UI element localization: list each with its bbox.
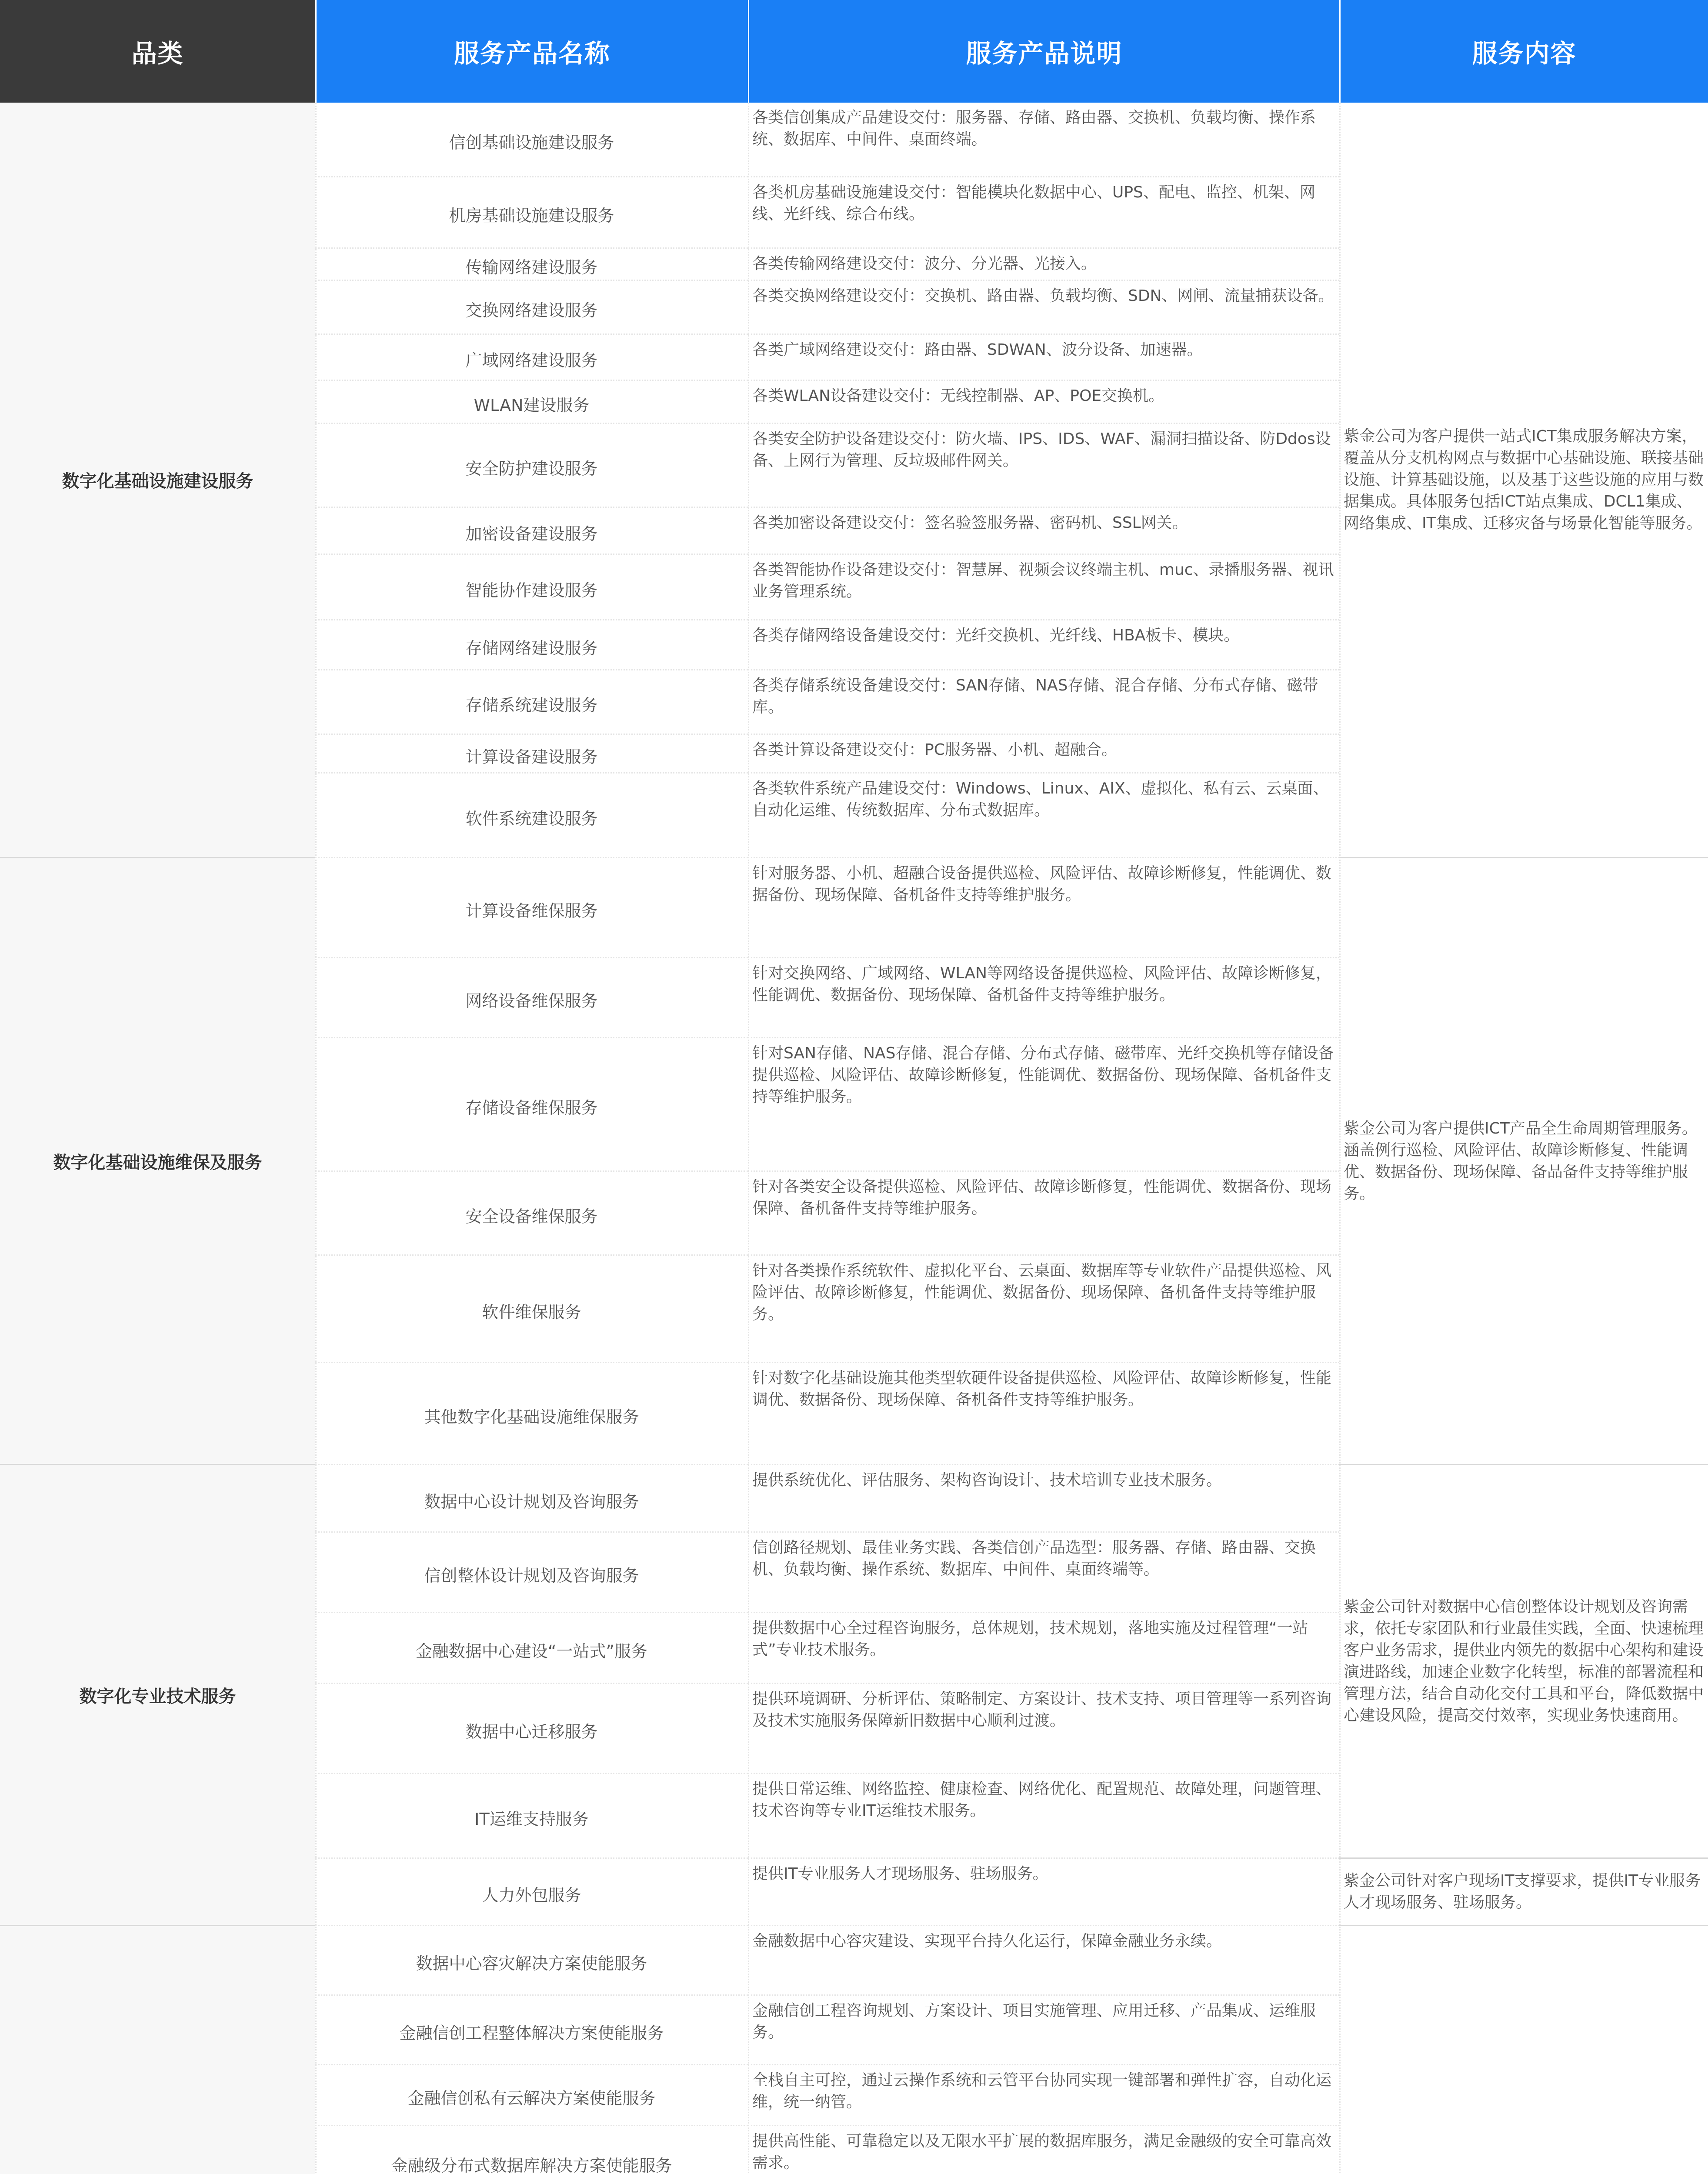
service-content-cell: 紫金公司针对客户现场IT支撑要求，提供IT专业服务人才现场服务、驻场服务。 (1339, 1859, 1708, 1926)
service-name-cell: 金融信创私有云解决方案使能服务 (315, 2065, 748, 2126)
service-description-cell: 各类WLAN设备建设交付：无线控制器、AP、POE交换机。 (748, 381, 1339, 424)
service-description-cell: 金融数据中心容灾建设、实现平台持久化运行，保障金融业务永续。 (748, 1926, 1339, 1996)
service-content-cell (1339, 1926, 1708, 2174)
service-name-cell: 金融信创工程整体解决方案使能服务 (315, 1996, 748, 2065)
service-name-cell: 存储设备维保服务 (315, 1038, 748, 1172)
service-description-cell: 针对数字化基础设施其他类型软硬件设备提供巡检、风险评估、故障诊断修复，性能调优、数据备份、现场保障、备机备件支持等维护服务。 (748, 1363, 1339, 1465)
service-name-cell: 信创整体设计规划及咨询服务 (315, 1533, 748, 1613)
service-description-cell: 各类广域网络建设交付：路由器、SDWAN、波分设备、加速器。 (748, 335, 1339, 381)
service-description-cell: 各类加密设备建设交付：签名验签服务器、密码机、SSL网关。 (748, 508, 1339, 555)
service-name-cell: 其他数字化基础设施维保服务 (315, 1363, 748, 1465)
service-name-cell: 数据中心迁移服务 (315, 1684, 748, 1774)
service-description-cell: 针对SAN存储、NAS存储、混合存储、分布式存储、磁带库、光纤交换机等存储设备提供巡检、风险评估、故障诊断修复，性能调优、数据备份、现场保障、备机备件支持等维护服务。 (748, 1038, 1339, 1172)
service-name-cell: 存储系统建设服务 (315, 670, 748, 735)
service-description-cell: 针对交换网络、广域网络、WLAN等网络设备提供巡检、风险评估、故障诊断修复，性能调优、数据备份、现场保障、备机备件支持等维护服务。 (748, 958, 1339, 1038)
service-description-cell: 各类机房基础设施建设交付：智能模块化数据中心、UPS、配电、监控、机架、网线、光纤线、综合布线。 (748, 177, 1339, 249)
service-description-cell: 各类存储系统设备建设交付：SAN存储、NAS存储、混合存储、分布式存储、磁带库。 (748, 670, 1339, 735)
header-service-content: 服务内容 (1339, 0, 1708, 103)
service-name-cell: 金融级分布式数据库解决方案使能服务 (315, 2126, 748, 2174)
service-name-cell: 数据中心容灾解决方案使能服务 (315, 1926, 748, 1996)
service-name-cell: 加密设备建设服务 (315, 508, 748, 555)
category-cell: 数字化基础设施维保及服务 (0, 858, 315, 1465)
service-description-cell: 各类计算设备建设交付：PC服务器、小机、超融合。 (748, 735, 1339, 774)
service-name-cell: WLAN建设服务 (315, 381, 748, 424)
service-name-cell: 金融数据中心建设“一站式”服务 (315, 1613, 748, 1684)
header-category: 品类 (0, 0, 315, 103)
service-name-cell: 人力外包服务 (315, 1859, 748, 1926)
service-description-cell: 全栈自主可控，通过云操作系统和云管平台协同实现一键部署和弹性扩容，自动化运维，统一纳管。 (748, 2065, 1339, 2126)
service-name-cell: 计算设备建设服务 (315, 735, 748, 774)
service-name-cell: 网络设备维保服务 (315, 958, 748, 1038)
service-content-cell: 紫金公司为客户提供ICT产品全生命周期管理服务。涵盖例行巡检、风险评估、故障诊断修复、性能调优、数据备份、现场保障、备品备件支持等维护服务。 (1339, 858, 1708, 1465)
service-content-cell: 紫金公司针对数据中心信创整体设计规划及咨询需求，依托专家团队和行业最佳实践，全面、快速梳理客户业务需求，提供业内领先的数据中心架构和建设演进路线，加速企业数字化转型，标准的部署流程和管理方法，结合自动化交付工具和平台，降低数据中心建设风险，提高交付效率，实现业务快速商用。 (1339, 1465, 1708, 1859)
service-description-cell: 各类安全防护设备建设交付：防火墙、IPS、IDS、WAF、漏洞扫描设备、防Ddos设备、上网行为管理、反垃圾邮件网关。 (748, 424, 1339, 508)
service-description-cell: 提供高性能、可靠稳定以及无限水平扩展的数据库服务，满足金融级的安全可靠高效需求。 (748, 2126, 1339, 2174)
service-name-cell: 智能协作建设服务 (315, 555, 748, 620)
service-name-cell: 交换网络建设服务 (315, 281, 748, 335)
service-description-cell: 各类存储网络设备建设交付：光纤交换机、光纤线、HBA板卡、模块。 (748, 620, 1339, 670)
service-description-cell: 提供系统优化、评估服务、架构咨询设计、技术培训专业技术服务。 (748, 1465, 1339, 1533)
service-description-cell: 针对服务器、小机、超融合设备提供巡检、风险评估、故障诊断修复，性能调优、数据备份、现场保障、备机备件支持等维护服务。 (748, 858, 1339, 958)
service-description-cell: 各类信创集成产品建设交付：服务器、存储、路由器、交换机、负载均衡、操作系统、数据库、中间件、桌面终端。 (748, 103, 1339, 177)
service-description-cell: 各类交换网络建设交付：交换机、路由器、负载均衡、SDN、网闸、流量捕获设备。 (748, 281, 1339, 335)
service-description-cell: 提供数据中心全过程咨询服务，总体规划，技术规划，落地实施及过程管理“一站式”专业技术服务。 (748, 1613, 1339, 1684)
category-cell: 数字化专业技术服务 (0, 1465, 315, 1926)
service-name-cell: 软件系统建设服务 (315, 774, 748, 858)
service-description-cell: 各类软件系统产品建设交付：Windows、Linux、AIX、虚拟化、私有云、云桌面、自动化运维、传统数据库、分布式数据库。 (748, 774, 1339, 858)
service-description-cell: 信创路径规划、最佳业务实践、各类信创产品选型：服务器、存储、路由器、交换机、负载均衡、操作系统、数据库、中间件、桌面终端等。 (748, 1533, 1339, 1613)
service-description-cell: 针对各类安全设备提供巡检、风险评估、故障诊断修复，性能调优、数据备份、现场保障、备机备件支持等维护服务。 (748, 1172, 1339, 1256)
service-name-cell: 数据中心设计规划及咨询服务 (315, 1465, 748, 1533)
service-name-cell: 信创基础设施建设服务 (315, 103, 748, 177)
service-description-cell: 提供IT专业服务人才现场服务、驻场服务。 (748, 1859, 1339, 1926)
service-description-cell: 金融信创工程咨询规划、方案设计、项目实施管理、应用迁移、产品集成、运维服务。 (748, 1996, 1339, 2065)
service-description-cell: 各类传输网络建设交付：波分、分光器、光接入。 (748, 249, 1339, 281)
service-description-cell: 提供环境调研、分析评估、策略制定、方案设计、技术支持、项目管理等一系列咨询及技术实施服务保障新旧数据中心顺利过渡。 (748, 1684, 1339, 1774)
header-service-name: 服务产品名称 (315, 0, 748, 103)
service-description-cell: 各类智能协作设备建设交付：智慧屏、视频会议终端主机、muc、录播服务器、视讯业务管理系统。 (748, 555, 1339, 620)
service-name-cell: 机房基础设施建设服务 (315, 177, 748, 249)
service-name-cell: 安全设备维保服务 (315, 1172, 748, 1256)
service-content-cell: 紫金公司为客户提供一站式ICT集成服务解决方案，覆盖从分支机构网点与数据中心基础设施、联接基础设施、计算基础设施，以及基于这些设施的应用与数据集成。具体服务包括ICT站点集成、DCL1集成、网络集成、IT集成、迁移灾备与场景化智能等服务。 (1339, 103, 1708, 858)
category-cell: 数字化基础设施建设服务 (0, 103, 315, 858)
service-description-cell: 提供日常运维、网络监控、健康检查、网络优化、配置规范、故障处理，问题管理、技术咨询等专业IT运维技术服务。 (748, 1774, 1339, 1859)
category-cell (0, 1926, 315, 2174)
service-name-cell: 广域网络建设服务 (315, 335, 748, 381)
service-name-cell: 存储网络建设服务 (315, 620, 748, 670)
service-name-cell: 软件维保服务 (315, 1256, 748, 1363)
service-description-cell: 针对各类操作系统软件、虚拟化平台、云桌面、数据库等专业软件产品提供巡检、风险评估、故障诊断修复，性能调优、数据备份、现场保障、备机备件支持等维护服务。 (748, 1256, 1339, 1363)
service-name-cell: IT运维支持服务 (315, 1774, 748, 1859)
service-name-cell: 传输网络建设服务 (315, 249, 748, 281)
service-name-cell: 安全防护建设服务 (315, 424, 748, 508)
header-service-description: 服务产品说明 (748, 0, 1339, 103)
service-name-cell: 计算设备维保服务 (315, 858, 748, 958)
